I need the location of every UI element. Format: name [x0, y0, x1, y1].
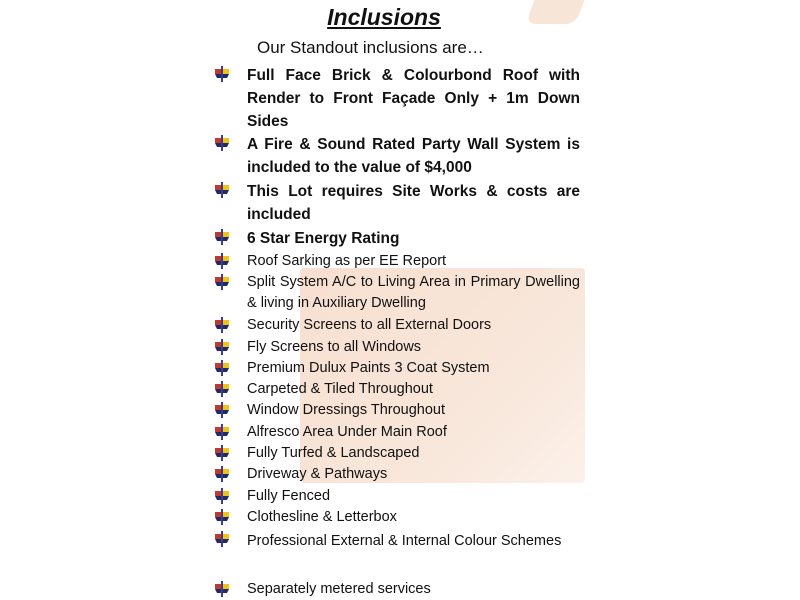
list-item-text: Carpeted & Tiled Throughout	[247, 381, 433, 397]
arrow-bullet-icon	[214, 488, 230, 504]
list-item-text: This Lot requires Site Works & costs are included	[247, 183, 580, 223]
list-item-text: Premium Dulux Paints 3 Coat System	[247, 360, 490, 376]
arrow-bullet-icon	[214, 424, 230, 440]
arrow-bullet-icon	[214, 274, 230, 290]
list-item-text: Professional External & Internal Colour Schemes	[247, 533, 562, 549]
arrow-bullet-icon	[214, 135, 230, 151]
list-item-text: Security Screens to all External Doors	[247, 317, 492, 333]
list-item-text: Clothesline & Letterbox	[247, 509, 397, 525]
list-item-text: Roof Sarking as per EE Report	[247, 253, 447, 269]
arrow-bullet-icon	[214, 402, 230, 418]
list-item-text: Driveway & Pathways	[247, 466, 388, 482]
list-item-text: Separately metered services	[247, 581, 431, 597]
list-item-text: Split System A/C to Living Area in Primary Dwelling & living in Auxiliary Dwelling	[247, 274, 580, 311]
arrow-bullet-icon	[214, 317, 230, 333]
arrow-bullet-icon	[214, 509, 230, 525]
arrow-bullet-icon	[214, 466, 230, 482]
page-title: Inclusions	[327, 4, 441, 30]
arrow-bullet-icon	[214, 66, 230, 82]
arrow-bullet-icon	[214, 531, 230, 547]
list-item-text: 6 Star Energy Rating	[247, 230, 400, 247]
arrow-bullet-icon	[214, 581, 230, 597]
arrow-bullet-icon	[214, 360, 230, 376]
list-item-text: Fully Turfed & Landscaped	[247, 445, 420, 461]
list-item-text: A Fire & Sound Rated Party Wall System is included to the value of $4,000	[247, 136, 580, 176]
arrow-bullet-icon	[214, 182, 230, 198]
list-item-text: Fully Fenced	[247, 488, 331, 504]
arrow-bullet-icon	[214, 339, 230, 355]
intro-text: Our Standout inclusions are…	[257, 38, 484, 57]
arrow-bullet-icon	[214, 229, 230, 245]
list-item-text: Fly Screens to all Windows	[247, 339, 422, 355]
list-item-text: Alfresco Area Under Main Roof	[247, 424, 447, 440]
arrow-bullet-icon	[214, 445, 230, 461]
list-item-text: Full Face Brick & Colourbond Roof with Render to Front Façade Only + 1m Down Sides	[247, 67, 580, 130]
arrow-bullet-icon	[214, 381, 230, 397]
arrow-bullet-icon	[214, 253, 230, 269]
list-item-text: Window Dressings Throughout	[247, 402, 445, 418]
